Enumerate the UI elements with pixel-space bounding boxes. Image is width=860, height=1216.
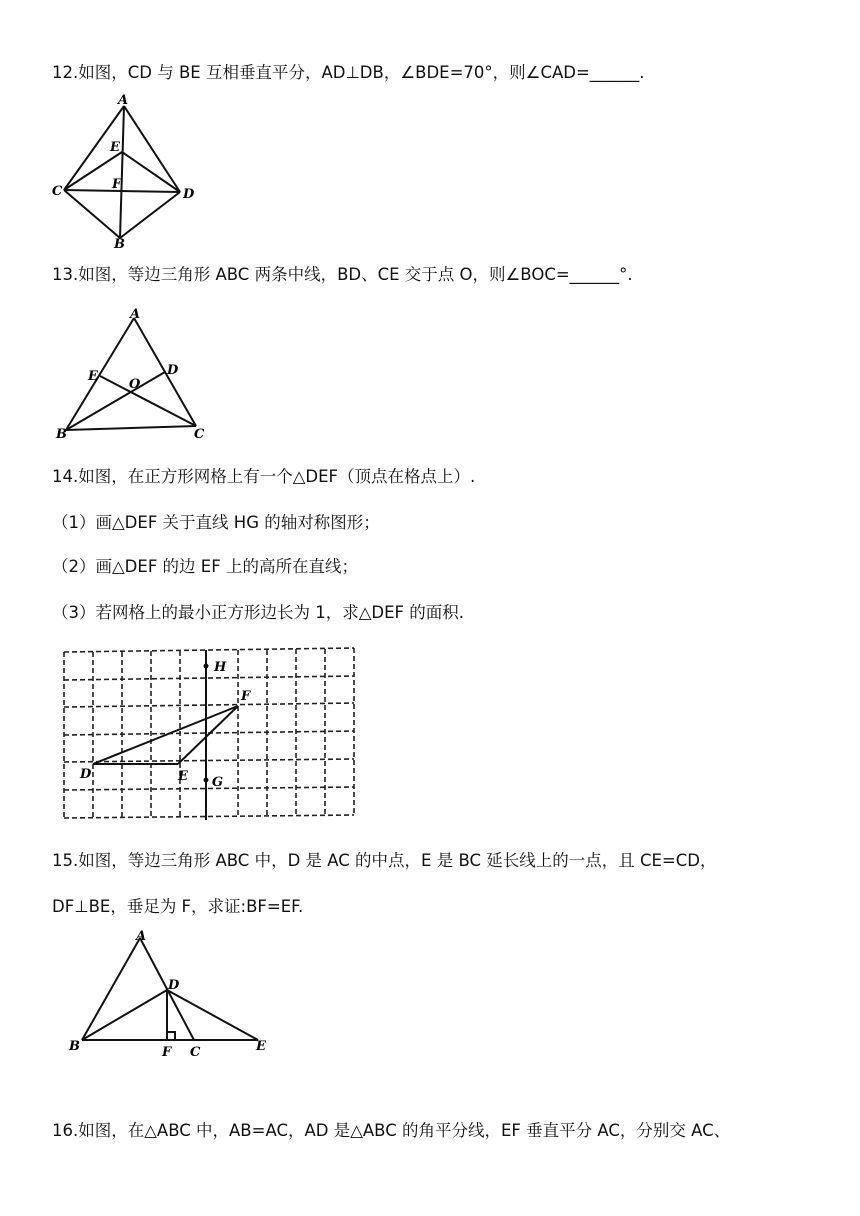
q13-label-o: O bbox=[129, 377, 141, 392]
q12-figure bbox=[52, 92, 212, 254]
q13-label-d: D bbox=[167, 363, 179, 378]
q14-sub1: （1）画△DEF 关于直线 HG 的轴对称图形； bbox=[52, 513, 380, 532]
q12-label-f: F bbox=[112, 177, 122, 192]
q16-text: 16.如图，在△ABC 中，AB=AC，AD 是△ABC 的角平分线，EF 垂直平分 AC，分别交 AC、 bbox=[52, 1121, 731, 1140]
q14-label-f: F bbox=[241, 689, 251, 704]
q13-label-b: B bbox=[56, 427, 67, 442]
q15-label-e: E bbox=[256, 1039, 266, 1054]
q12-label-a: A bbox=[118, 93, 129, 108]
q15-label-a: A bbox=[136, 929, 147, 944]
q14-label-h: H bbox=[214, 660, 227, 675]
q15-figure bbox=[52, 926, 274, 1064]
q15-text-line1: 15.如图，等边三角形 ABC 中，D 是 AC 的中点，E 是 BC 延长线上的一点，且 CE=CD， bbox=[52, 851, 717, 870]
q14-grid-figure bbox=[58, 642, 362, 832]
q13-label-c: C bbox=[194, 427, 205, 442]
q12-label-d: D bbox=[183, 187, 195, 202]
q14-sub3: （3）若网格上的最小正方形边长为 1，求△DEF 的面积. bbox=[52, 603, 465, 622]
q12-text: 12.如图，CD 与 BE 互相垂直平分，AD⊥DB，∠BDE=70°，则∠CAD=______. bbox=[52, 63, 645, 82]
q14-sub2: （2）画△DEF 的边 EF 上的高所在直线； bbox=[52, 557, 358, 576]
q15-text-line2: DF⊥BE，垂足为 F，求证:BF=EF. bbox=[52, 897, 304, 916]
q14-label-e: E bbox=[178, 769, 188, 784]
q12-label-e: E bbox=[110, 140, 120, 155]
q13-figure bbox=[52, 304, 222, 446]
q14-label-d: D bbox=[80, 767, 92, 782]
q13-label-a: A bbox=[130, 307, 141, 322]
q12-label-b: B bbox=[114, 237, 125, 250]
q14-label-g: G bbox=[212, 775, 224, 790]
q15-label-d: D bbox=[168, 978, 180, 993]
q12-label-c: C bbox=[52, 184, 63, 199]
q13-label-e: E bbox=[88, 369, 98, 384]
q15-label-b: B bbox=[69, 1039, 80, 1054]
q13-text: 13.如图，等边三角形 ABC 两条中线，BD、CE 交于点 O，则∠BOC=______°. bbox=[52, 265, 633, 284]
q15-label-c: C bbox=[190, 1045, 201, 1060]
q14-text: 14.如图，在正方形网格上有一个△DEF（顶点在格点上）. bbox=[52, 467, 476, 486]
q15-label-f: F bbox=[162, 1045, 172, 1060]
